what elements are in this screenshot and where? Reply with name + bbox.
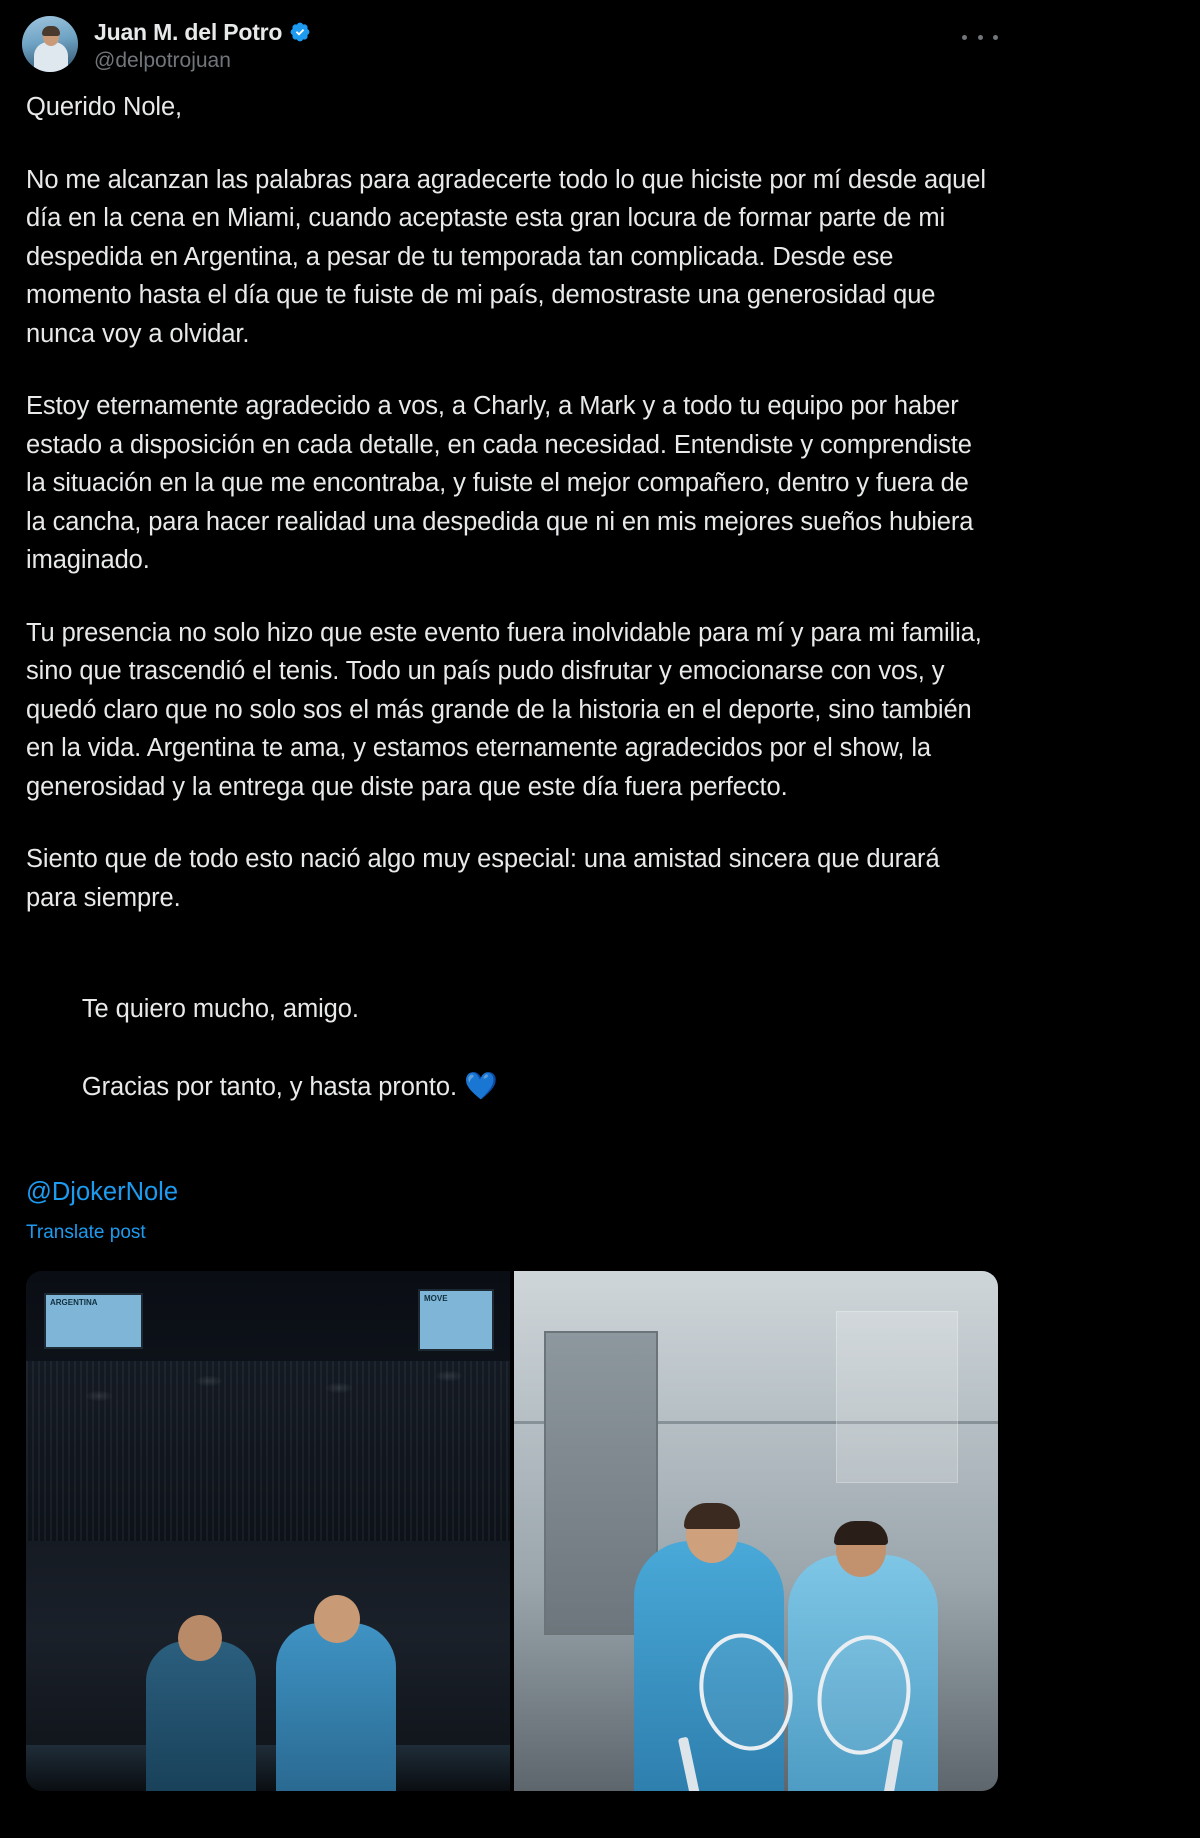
author-info <box>94 16 311 74</box>
avatar-hair-shape <box>42 26 60 36</box>
screen-text: MOVE <box>424 1293 448 1303</box>
corridor-panel <box>836 1311 958 1483</box>
media-grid <box>26 1271 998 1791</box>
avatar-body-shape <box>34 42 68 72</box>
author-handle[interactable]: @delpotrojuan <box>94 49 231 72</box>
tweet-header <box>0 0 1024 82</box>
more-dot <box>993 35 998 40</box>
stadium-screen-left <box>44 1293 143 1349</box>
media-photo-corridor[interactable] <box>514 1271 998 1791</box>
tweet-paragraph: Siento que de todo esto nació algo muy especial: una amistad sincera que durará para siempre. <box>26 845 947 912</box>
tweet-paragraph: Tu presencia no solo hizo que este evento fuera inolvidable para mí y para mi familia, sino que trascendió el tenis. Todo un país pudo disfrutar y emocionarse con vos, y quedó claro que no solo sos el más grande de la historia en el deporte, sino también en la vida. Argentina te ama, y estamos eternamente agradecidos por el show, la generosidad y la entrega que diste para que este día fuera perfecto. <box>26 618 989 801</box>
more-options-icon[interactable] <box>962 26 998 48</box>
display-name-row <box>94 18 311 46</box>
screen-text: ARGENTINA <box>50 1297 98 1307</box>
verified-badge-icon <box>289 21 311 43</box>
blue-heart-icon: 💙 <box>463 1070 498 1101</box>
tweet-closing <box>26 951 994 1145</box>
stadium-person-right-head <box>314 1595 360 1643</box>
translate-post-button[interactable]: Translate post <box>26 1221 146 1243</box>
more-dot <box>978 35 983 40</box>
more-dot <box>962 35 967 40</box>
stadium-floor <box>26 1745 510 1791</box>
closing-line-2: Gracias por tanto, y hasta pronto. <box>81 1072 464 1101</box>
tweet-paragraph: Querido Nole, <box>26 93 183 121</box>
tweet-text <box>0 82 1024 1145</box>
stadium-person-right <box>276 1623 396 1791</box>
avatar[interactable] <box>22 16 78 72</box>
stadium-screen-right <box>418 1289 494 1351</box>
author-display-name[interactable]: Juan M. del Potro <box>94 19 283 45</box>
stadium-person-left <box>146 1641 256 1791</box>
media-photo-stadium[interactable] <box>26 1271 510 1791</box>
tweet-paragraph: No me alcanzan las palabras para agradecerte todo lo que hiciste por mí desde aquel día en la cena en Miami, cuando aceptaste esta gran locura de formar parte de mi despedida en Argentina, a pesar de tu temporada tan complicada. Desde ese momento hasta el día que te fuiste de mi país, demostraste una generosidad que nunca voy a olvidar. <box>26 165 993 348</box>
closing-line-1: Te quiero mucho, amigo. <box>81 994 359 1023</box>
stadium-crowd <box>26 1361 510 1541</box>
tweet-paragraph: Estoy eternamente agradecido a vos, a Charly, a Mark y a todo tu equipo por haber estado a disposición en cada detalle, en cada necesidad. Entendiste y comprendiste la situación en la que me encontraba, y fuiste el mejor compañero, dentro y fuera de la cancha, para hacer realidad una despedida que ni en mis mejores sueños hubiera imaginado. <box>26 392 981 574</box>
stadium-person-left-head <box>178 1615 222 1661</box>
mention-line <box>0 1145 1024 1209</box>
mention-link-djokernole[interactable]: @DjokerNole <box>26 1177 179 1206</box>
